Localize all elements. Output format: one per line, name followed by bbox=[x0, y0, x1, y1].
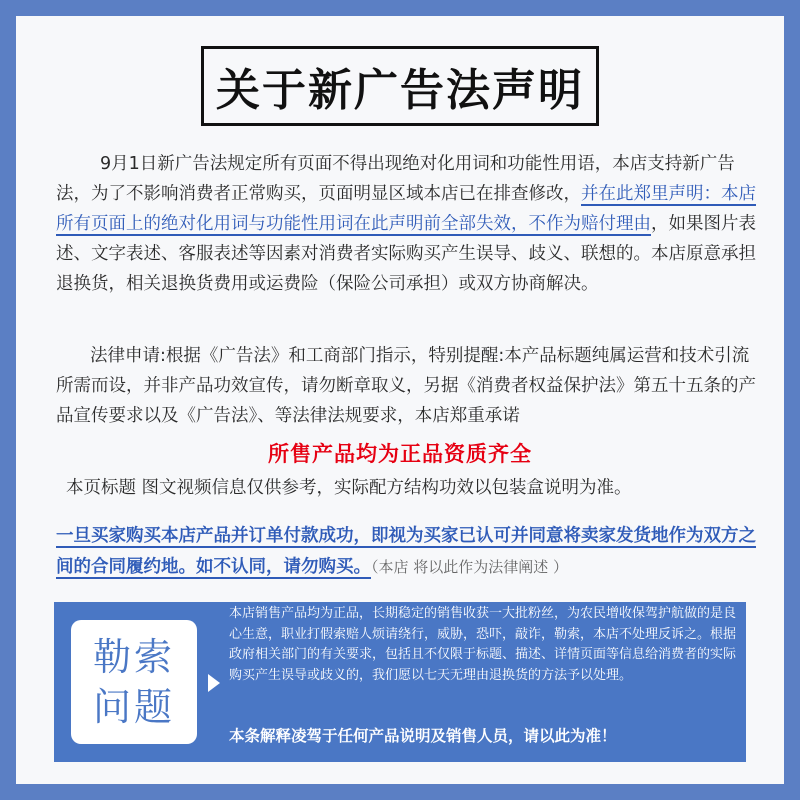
extortion-panel bbox=[54, 602, 746, 762]
statement-text-2: ，如果图片表述、文字表述、客服表述等因素对消费者实际购买产生误导、歧义、联想的。本店原意承担退换货，相关退换货费用或运费险（保险公司承担）或双方协商解决。 bbox=[56, 214, 756, 294]
legal-paragraph: 法律申请:根据《广告法》和工商部门指示，特别提醒:本产品标题纯属运营和技术引流所需而设，并非产品功效宣传，请勿断章取义，另据《消费者权益保护法》第五十五条的产品宣传要求以及《广告法》、等法律法规要求，本店郑重承诺 bbox=[56, 346, 756, 426]
genuine-product-notice: 所售产品均为正品资质齐全 bbox=[268, 442, 532, 466]
arrow-right-icon bbox=[208, 674, 220, 692]
statement-highlight: 并在此郑里声明：本店所有页面上的绝对化用词与功能性用词在此声明前全部失效，不作为赔付理由 bbox=[56, 184, 756, 234]
badge-line-1: 勒索 bbox=[92, 635, 175, 679]
statement-text-1: 9月1日新广告法规定所有页面不得出现绝对化用词和功能性用语，本店支持新广告法，为了不影响消费者正常购买，页面明显区域本店已在排查修改， bbox=[56, 154, 735, 204]
page-title: 关于新广告法声明 bbox=[201, 46, 599, 126]
purchase-agreement-text: 一旦买家购买本店产品并订单付款成功，即视为买家已认可并同意将卖家发货地作为双方之间的合同履约地。如不认同，请勿购买。 bbox=[56, 526, 756, 577]
extortion-panel-bold: 本条解释凌驾于任何产品说明及销售人员，请以此为准！ bbox=[229, 727, 617, 745]
badge-line-2: 问题 bbox=[92, 685, 175, 729]
reference-notice: 本页标题 图文视频信息仅供参考，实际配方结构功效以包装盒说明为准。 bbox=[66, 478, 632, 498]
extortion-badge bbox=[71, 620, 197, 744]
extortion-panel-body: 本店销售产品均为正品，长期稳定的销售收获一大批粉丝，为农民增收保驾护航做的是良心生意，职业打假索赔人烦请绕行，威胁，恐吓，敲诈，勒索，本店不处理反诉之。根据政府相关部门的有关要求，包括且不仅限于标题、描述、详情页面等信息给消费者的实际购买产生误导或歧义的，我们愿以七天无理由退换货的方法予以处理。 bbox=[229, 606, 737, 683]
purchase-agreement-note: （本店 将以此作为法律阐述 ） bbox=[371, 558, 569, 576]
statement-paragraph bbox=[56, 149, 756, 299]
statement-page bbox=[16, 16, 784, 784]
purchase-agreement bbox=[56, 521, 766, 583]
